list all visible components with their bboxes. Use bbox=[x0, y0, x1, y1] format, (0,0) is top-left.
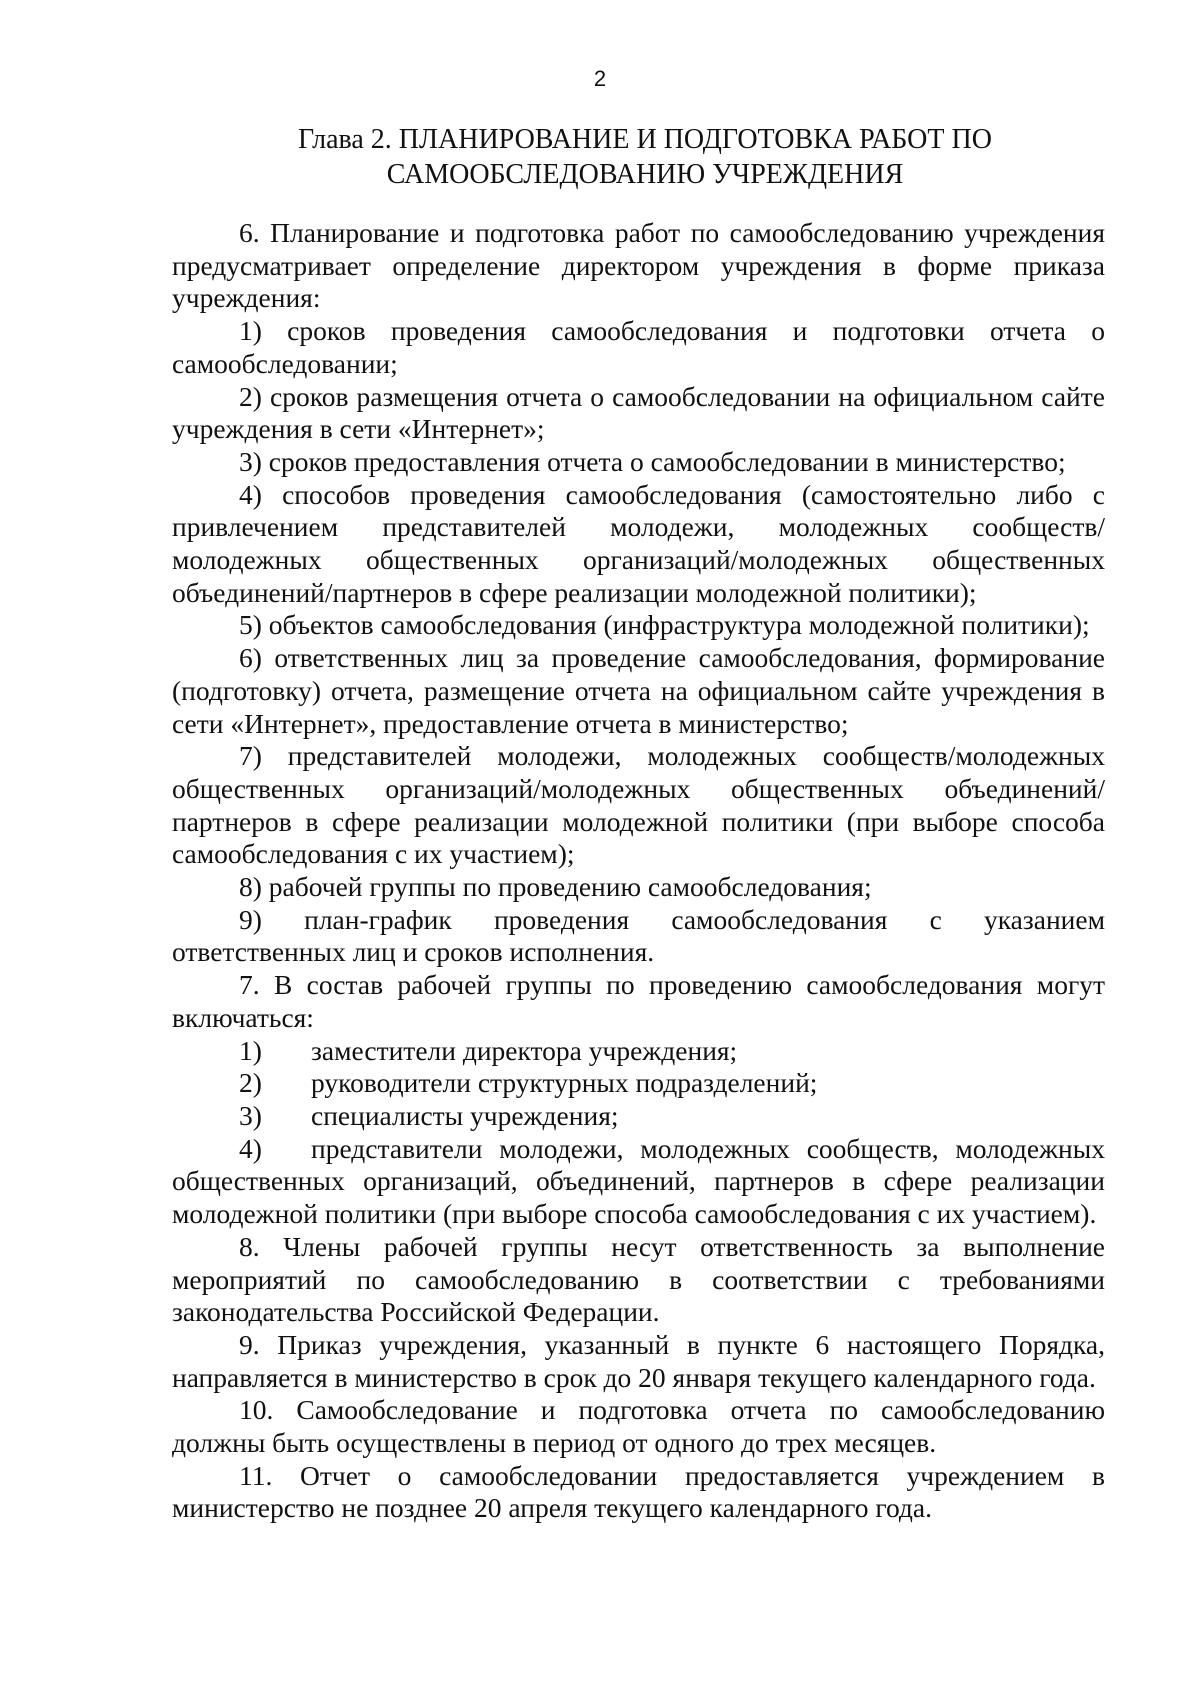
list-text: специалисты учреждения; bbox=[311, 1099, 619, 1131]
list-number: 2) bbox=[239, 1067, 262, 1099]
paragraph-7-item-3 bbox=[172, 1100, 1105, 1133]
chapter-title-line1: Глава 2. ПЛАНИРОВАНИЕ И ПОДГОТОВКА РАБОТ ПО bbox=[298, 124, 992, 155]
paragraph-7: 7. В состав рабочей группы по проведению самообследования могут включаться: bbox=[172, 969, 1105, 1033]
paragraph-7-item-2 bbox=[172, 1067, 1105, 1100]
list-number: 1) bbox=[239, 1034, 262, 1066]
paragraph-6-item-1: 1) сроков проведения самообследования и подготовки отчета о самообследовании; bbox=[172, 315, 1105, 379]
paragraph-7-item-1 bbox=[172, 1035, 1105, 1068]
paragraph-6-item-7: 7) представителей молодежи, молодежных сообществ/молодежных общественных организаций/молодежных общественных объединений/ партнеров в сфере реализации молодежной политики (при выборе способа самообследования с их участием); bbox=[172, 740, 1105, 870]
paragraph-7-item-4 bbox=[172, 1133, 1105, 1231]
paragraph-6-item-9: 9) план-график проведения самообследования с указанием ответственных лиц и сроков исполнения. bbox=[172, 903, 1105, 968]
paragraph-6-item-5: 5) объектов самообследования (инфраструктура молодежной политики); bbox=[239, 609, 1090, 641]
paragraph-6-item-4: 4) способов проведения самообследования (самостоятельно либо с привлечением представителей молодежи, молодежных сообществ/ молодежных общественных организаций/молодежных общественных объединений/партнеров в сфере реализации молодежной политики); bbox=[172, 478, 1105, 608]
chapter-title bbox=[180, 122, 1110, 192]
page-number: 2 bbox=[593, 66, 607, 91]
list-number: 4) bbox=[239, 1132, 262, 1164]
paragraph-6-item-6: 6) ответственных лиц за проведение самообследования, формирование (подготовку) отчета, размещение отчета на официальном сайте учреждения в сети «Интернет», предоставление отчета в министерство; bbox=[172, 642, 1105, 739]
paragraph-11: 11. Отчет о самообследовании предоставляется учреждением в министерство не позднее 20 апреля текущего календарного года. bbox=[172, 1459, 1105, 1524]
paragraph-10: 10. Самообследование и подготовка отчета по самообследованию должны быть осуществлены в период от одного до трех месяцев. bbox=[172, 1394, 1105, 1459]
document-body bbox=[172, 217, 1105, 1525]
paragraph-6-item-8: 8) рабочей группы по проведению самообследования; bbox=[239, 871, 872, 903]
list-text: представители молодежи, молодежных сообществ, молодежных общественных организаций, объединений, партнеров в сфере реализации молодежной политики (при выборе способа самообследования с их участием). bbox=[172, 1132, 1105, 1230]
list-number: 3) bbox=[239, 1099, 262, 1131]
paragraph-8: 8. Члены рабочей группы несут ответственность за выполнение мероприятий по самообследованию в соответствии с требованиями законодательства Российской Федерации. bbox=[172, 1230, 1105, 1328]
paragraph-9: 9. Приказ учреждения, указанный в пункте 6 настоящего Порядка, направляется в министерство в срок до 20 января текущего календарного года. bbox=[172, 1328, 1105, 1393]
paragraph-6-item-3: 3) сроков предоставления отчета о самообследовании в министерство; bbox=[239, 445, 1066, 477]
chapter-title-line2: САМООБСЛЕДОВАНИЮ УЧРЕЖДЕНИЯ bbox=[386, 159, 904, 190]
paragraph-6-item-2: 2) сроков размещения отчета о самообследовании на официальном сайте учреждения в сети «Интернет»; bbox=[172, 380, 1105, 445]
list-text: заместители директора учреждения; bbox=[311, 1034, 738, 1066]
list-text: руководители структурных подразделений; bbox=[311, 1067, 818, 1099]
paragraph-6: 6. Планирование и подготовка работ по самообследованию учреждения предусматривает определение директором учреждения в форме приказа учреждения: bbox=[172, 217, 1105, 314]
